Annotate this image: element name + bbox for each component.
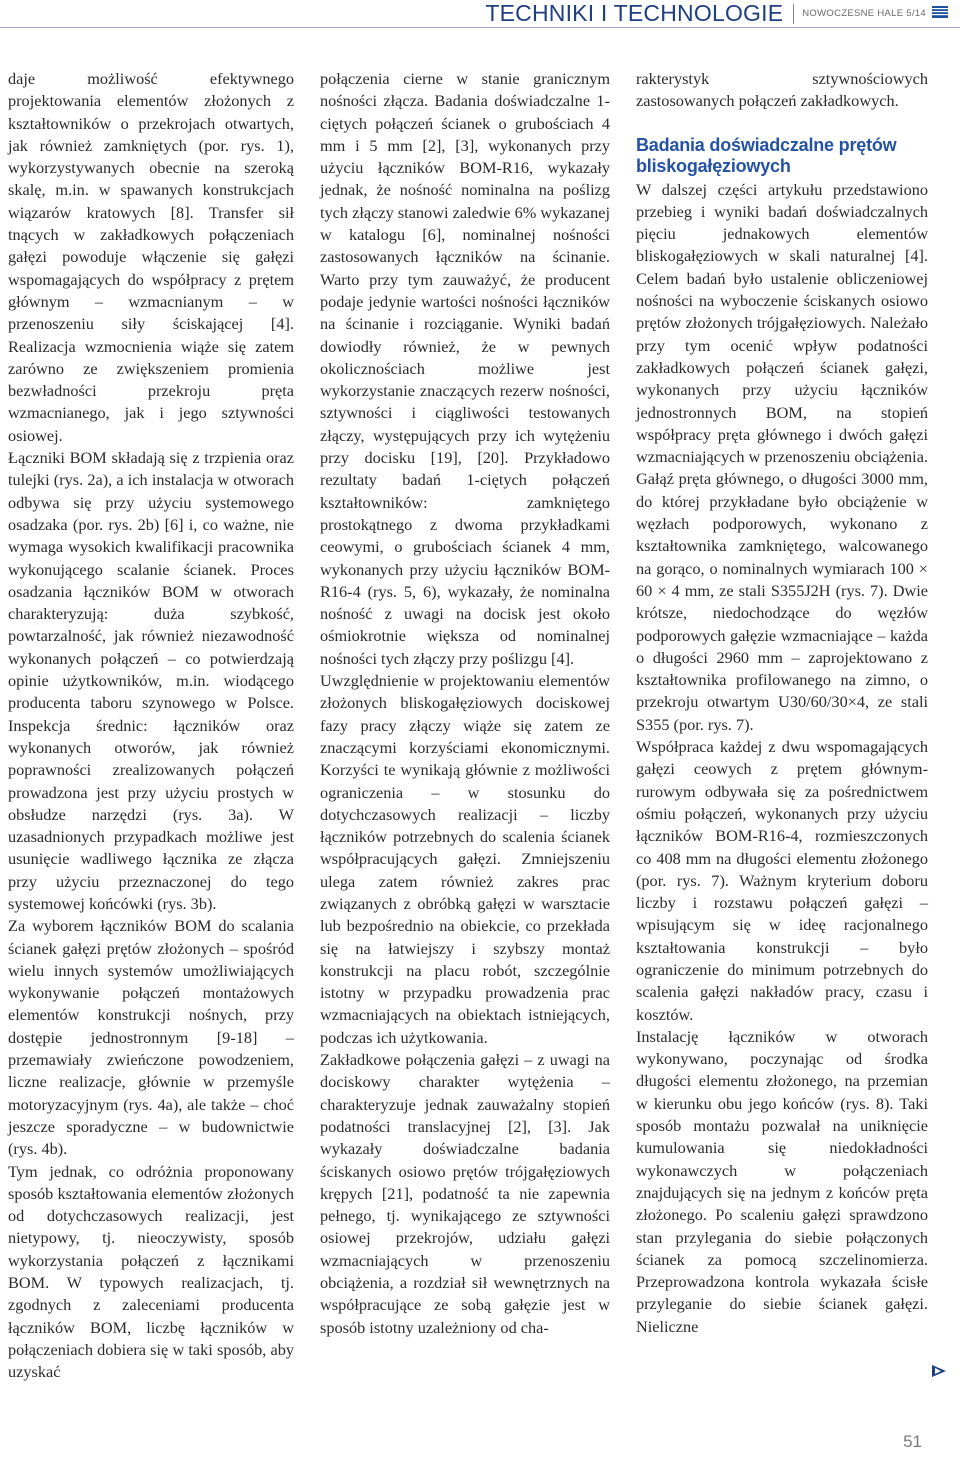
running-header	[485, 0, 926, 27]
magazine-issue: NOWOCZESNE HALE 5/14	[802, 8, 926, 19]
paragraph: W dalszej części artykułu przedstawiono przebieg i wyniki badań doświadczalnych pięciu jednakowych elementów bliskogałęziowych w skali naturalnej [4]. Celem badań było ustalenie obliczeniowej nośności na wyboczenie ściskanych osiowo prętów złożonych trójgałęziowych. Należało przy tym ocenić wpływ podatności zakładkowych połączeń ścianek gałęzi, wykonanych przy użyciu łączników jednostronnych BOM, na stopień współpracy pręta głównego i dwóch gałęzi wzmacniających w przenoszeniu obciążenia.	[636, 179, 929, 467]
paragraph: Uwzględnienie w projektowaniu elementów złożonych bliskogałęziowych dociskowej fazy pracy złączy wiąże się zatem ze znaczącymi korzyściami ekonomicznymi. Korzyści te wynikają głównie z możliwości ograniczenia – w stosunku do dotychczasowych realizacji – liczby łączników potrzebnych do scalenia ścianek współpracujących gałęzi. Zmniejszeniu ulega zatem również zakres prac związanych z obróbką gałęzi w warsztacie lub bezpośrednio na obiekcie, co przekłada się na łatwiejszy i szybszy montaż konstrukcji na placu robót, szczególnie istotny w przypadku prowadzenia prac wzmacniających na obiektach istniejących, podczas ich użytkowania.	[320, 671, 610, 1047]
paragraph: Tym jednak, co odróżnia proponowany sposób kształtowania elementów złożonych od dotychczasowych realizacji, jest nietypowy, tj. nieoczywisty, sposób wykorzystania połączeń z łącznikami BOM. W typowych realizacjach, tj. zgodnych z zaleceniami producenta łączników BOM, liczbę łączników w połączeniach dobiera się w taki sposób, aby uzyskać	[8, 1161, 294, 1382]
paragraph: rakterystyk sztywnościowych zastosowanych połączeń zakładkowych.	[636, 69, 928, 111]
section-title: TECHNIKI I TECHNOLOGIE	[485, 0, 784, 26]
page-number: 51	[903, 1432, 922, 1451]
continue-arrow-icon	[931, 1364, 947, 1378]
paragraph: połączenia cierne w stanie granicznym nośności złącza. Badania doświadczalne 1-ciętych połączeń ścianek o grubościach 4 mm i 5 mm [2], [3], wykonanych przy użyciu łączników BOM-R16, wykazały jednak, że nośność nominalna na poślizg tych złączy stanowi zaledwie 6% wykazanej w katalogu [6], nominalnej nośności zastosowanych łączników na ścinanie. Warto przy tym zauważyć, że producent podaje jedynie wartości nośności łączników na ścinanie i rozciąganie. Wyniki badań dowiodły również, że w pewnych okolicznościach możliwe jest wykorzystanie znaczących rezerw nośności, sztywności i ciągliwości testowanych złączy, występujących przy ich wytężeniu przy docisku [19], [20]. Przykładowo rezultaty badań 1-ciętych połączeń kształtowników: zamkniętego prostokątnego z dwoma przykładkami ceowymi, o grubościach ścianek 4 mm, wykonanych przy użyciu łączników BOM-R16-4 (rys. 5, 6), wykazały, że nominalna nośność z uwagi na docisk jest około ośmiokrotnie większa od nominalnej nośności tych złączy przy poślizgu [4].	[320, 69, 610, 668]
paragraph: daje możliwość efektywnego projektowania elementów złożonych z kształtowników o przekrojach otwartych, jak również zamkniętych (por. rys. 1), wykorzystywanych obecnie na szeroką skalę, m.in. w spawanych konstrukcjach wiązarów kratowych [8]. Transfer sił tnących w zakładkowych połączeniach gałęzi powoduje włączenie się gałęzi wspomagających do współpracy z prętem głównym – wzmacnianym – w przenoszeniu siły ściskającej [4]. Realizacja wzmocnienia wiąże się zatem zarówno ze zwiększeniem promienia bezwładności przekroju pręta wzmacnianego, jak i jego sztywności osiowej.	[8, 69, 294, 445]
paragraph: Za wyborem łączników BOM do scalania ścianek gałęzi prętów złożonych – spośród wielu innych systemów umożliwiających wykonywanie połączeń montażowych elementów konstrukcji nośnych, przy dostępie jednostronnym [9-18] – przemawiały zwieńczone powodzeniem, liczne realizacje, głównie w przemyśle motoryzacyjnym (rys. 4a), ale także – choć jeszcze sporadyczne – w budownictwie (rys. 4b).	[8, 916, 294, 1159]
flag-icon	[932, 6, 948, 18]
header-divider	[793, 4, 794, 24]
text-column-2	[320, 68, 610, 1339]
paragraph: Zakładkowe połączenia gałęzi – z uwagi na dociskowy charakter wytężenia – charakteryzuje jednak zauważalny stopień podatności translacyjnej [2], [3]. Jak wykazały doświadczalne badania ściskanych osiowo prętów trójgałęziowych krępych [21], podatność ta nie zapewnia pełnego, tj. wynikającego ze sztywności osiowej przekrojów, udziału gałęzi wzmacniających w przenoszeniu obciążenia, a rozdział sił wewnętrznych na współpracujące ze sobą gałęzie jest w sposób istotny uzależniony od cha-	[320, 1050, 610, 1337]
paragraph: Gałąź pręta głównego, o długości 3000 mm, do której przykładane było obciążenie w węzłach podporowych, wykonano z kształtownika zamkniętego, walcowanego na gorąco, o nominalnych wymiarach 100 × 60 × 4 mm, ze stali S355J2H (rys. 7). Dwie krótsze, niedochodzące do węzłów podporowych gałęzie wzmacniające – każda o długości 2960 mm – zaprojektowano z kształtownika profilowanego na zimno, o przekroju otwartym U30/60/30×4, ze stali S355 (por. rys. 7).	[636, 469, 928, 734]
text-column-1	[8, 68, 294, 1384]
header-rule	[0, 27, 960, 28]
paragraph: Łączniki BOM składają się z trzpienia oraz tulejki (rys. 2a), a ich instalacja w otworach odbywa się przy użyciu systemowego osadzaka (por. rys. 2b) [6] i, co ważne, nie wymaga wysokich kwalifikacji pracownika wykonującego scalanie ścianek. Proces osadzania łączników BOM w otworach charakteryzują: duża szybkość, powtarzalność, jak również niezawodność wykonanych połączeń – co potwierdzają opinie użytkowników, m.in. wiodącego producenta taboru szynowego w Polsce. Inspekcja średnic: łączników oraz wykonanych otworów, jak również poprawności zrealizowanych połączeń prowadzona jest przy użyciu prostych w obsłudze narzędzi (rys. 3a). W uzasadnionych przypadkach możliwe jest usunięcie wadliwego łącznika ze złącza przy użyciu przeznaczonej do tego systemowej końcówki (rys. 3b).	[8, 448, 294, 913]
section-heading: Badania doświadczalne prętów bliskogałęziowych	[636, 134, 897, 176]
paragraph: Instalację łączników w otworach wykonywano, poczynając od środka długości elementu złożonego, na przemian w kierunku obu jego końców (rys. 8). Taki sposób montażu pozwalał na uniknięcie kumulowania się niedokładności wykonawczych w połączeniach znajdujących się na jednym z końców pręta złożonego. Po scaleniu gałęzi sprawdzono stan przylegania do siebie połączonych ścianek za pomocą szczelinomierza. Przeprowadzona kontrola wykazała ścisłe przyleganie do siebie ścianek gałęzi. Nieliczne	[636, 1026, 928, 1336]
paragraph: Współpraca każdej z dwu wspomagających gałęzi ceowych z prętem głównym-rurowym odbywała się za pośrednictwem ośmiu połączeń, wykonanych przy użyciu łączników BOM-R16-4, rozmieszczonych co 408 mm na długości elementu złożonego (por. rys. 7). Ważnym kryterium doboru liczby i rozstawu połączeń gałęzi – wpisującym się w ideę racjonalnego kształtowania konstrukcji – było ograniczenie do minimum potrzebnych do scalenia gałęzi nakładów pracy, czasu i kosztów.	[636, 737, 928, 1024]
text-column-3	[636, 68, 928, 1338]
